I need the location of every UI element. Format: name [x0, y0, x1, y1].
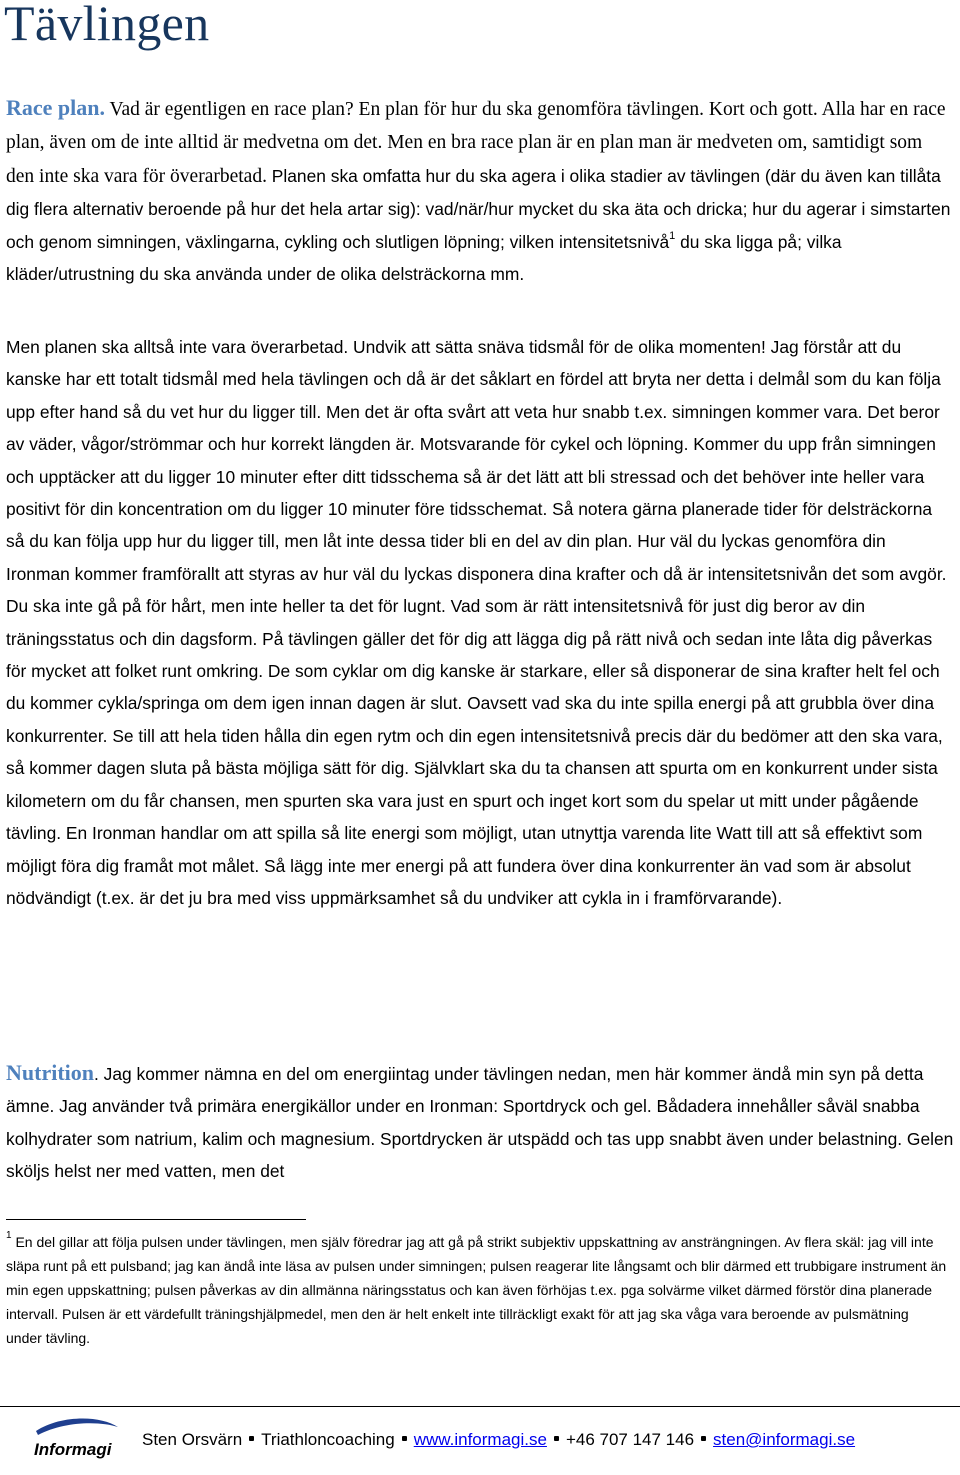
footnote: [6, 1230, 948, 1350]
email-link[interactable]: sten@informagi.se: [713, 1430, 856, 1449]
footnote-reference[interactable]: 1: [669, 229, 676, 242]
race-plan-body-1: Planen ska omfatta hur du ska agera i olika stadier av tävlingen (där du även kan tillåta dig flera alternativ beroende på hur det hela artar sig): vad/när/hur mycket du ska äta och dricka; hur du agerar i simstarten och genom simningen, växlingarna, cykling och slutligen löpning; vilken intensitetsnivå: [6, 165, 951, 252]
informagi-logo: [30, 1417, 122, 1467]
logo-text: Informagi: [34, 1440, 112, 1459]
separator-dot: [554, 1436, 559, 1441]
separator-dot: [402, 1436, 407, 1441]
nutrition-heading: Nutrition: [6, 1060, 94, 1085]
footnote-marker: 1: [6, 1230, 12, 1242]
footer-phone: +46 707 147 146: [565, 1430, 695, 1449]
footer-name: Sten Orsvärn: [142, 1430, 243, 1449]
race-plan-heading: Race plan.: [6, 95, 105, 120]
nutrition-body: . Jag kommer nämna en del om energiintag under tävlingen nedan, men här kommer ändå min syn på detta ämne. Jag använder två primära energikällor under en Ironman: Sportdryck och gel. Bådadera innehåller såväl snabba kolhydrater som natrium, kalim och magnesium. Sportdrycken är utspädd och tas upp snabbt även under belastning. Gelen sköljs helst ner med vatten, men det: [6, 1064, 954, 1182]
footer-business: Triathloncoaching: [261, 1430, 395, 1449]
nutrition-paragraph: [6, 1057, 954, 1188]
page-title: Tävlingen: [4, 0, 210, 51]
overworked-plan-paragraph: Men planen ska alltså inte vara överarbetad. Undvik att sätta snäva tidsmål för de olika momenten! Jag förstår att du kanske har ett totalt tidsmål med hela tävlingen och då är det såklart en fördel att bryta ner detta i delmål som du kan följa upp efter hand så du vet hur du ligger till. Men det är ofta svårt att veta hur snabb t.ex. simningen kommer vara. Det beror av väder, vågor/strömmar och hur korrekt längden är. Motsvarande för cykel och löpning. Kommer du upp från simningen och upptäcker att du ligger 10 minuter efter ditt tidsschema så är det lätt att bli stressad och det behöver inte heller vara positivt för din koncentration om du ligger 10 minuter före tidsschemat. Så notera gärna planerade tider för delsträckorna så du kan följa upp hur du ligger till, men låt inte dessa tider bli en del av din plan. Hur väl du lyckas genomföra din Ironman kommer framförallt att styras av hur väl du lyckas disponera dina krafter och då är intensitetsnivån det som avgör. Du ska inte gå på för hårt, men inte heller ta det för lugnt. Vad som är rätt intensitetsnivå för just dig beror av din träningsstatus och din dagsform. På tävlingen gäller det för dig att lägga dig på rätt nivå och sedan inte låta dig påverkas för mycket att folket runt omkring. De som cyklar om dig kanske är starkare, eller så disponerar de sina krafter helt fel och du kommer cykla/springa om dem igen innan dagen är slut. Oavsett vad ska du inte spilla energi på att grubbla över dina konkurrenter. Se till att hela tiden hålla din egen rytm och din egen intensitetsnivå precis där du bedömer att den ska vara, så kommer dagen sluta på bästa möjliga sätt för dig. Självklart ska du ta chansen att spurta om en konkurrent under sista kilometern om du får chansen, men spurten ska vara just en spurt och inget kort som du spelar ut mitt under pågående tävling. En Ironman handlar om att spilla så lite energi som möjligt, utan utnyttja varenda lite Watt till att så effektivt som möjligt föra dig framåt mot målet. Så lägg inte mer energi på att fundera över dina konkurrenter än vad som är absolut nödvändigt (t.ex. är det ju bra med viss uppmärksamhet så du undviker att cykla in i framförvarande).: [6, 337, 947, 908]
footnote-separator: [6, 1219, 306, 1220]
race-plan-body-2: du ska ligga på; vilka kläder/utrustning du ska använda under de olika delsträckorna mm.: [6, 231, 842, 285]
separator-dot: [249, 1436, 254, 1441]
footer-separator: [0, 1406, 960, 1407]
footnote-text: En del gillar att följa pulsen under tävlingen, men själv föredrar jag att gå på strikt subjektiv uppskattning av ansträngningen. Av flera skäl: jag vill inte släpa runt på ett pulsband; jag kan ändå inte läsa av pulsen under simningen; pulsen reagerar lite långsamt och blir därmed ett trubbigare instrument än min egen uppskattning; pulsen påverkas av din allmänna näringsstatus och kan även förhöjas t.ex. pga solvärme vilket därmed förstör dina planerade intervall. Pulsen är ett värdefullt träningshjälpmedel, men den är helt enkelt inte tillräckligt exakt för att jag ska våga vara beroende av pulsmätning under tävling.: [6, 1234, 947, 1346]
race-plan-paragraph: [6, 92, 954, 290]
separator-dot: [701, 1436, 706, 1441]
footer-contact: [142, 1430, 855, 1450]
race-plan-intro: Vad är egentligen en race plan? En plan för hur du ska genomföra tävlingen. Kort och gott. Alla har en race plan, även om de inte alltid är medvetna om det. Men en bra race plan är en plan man är medveten om, samtidigt som den inte ska vara för överarbetad.: [6, 99, 946, 187]
website-link[interactable]: www.informagi.se: [413, 1430, 547, 1449]
